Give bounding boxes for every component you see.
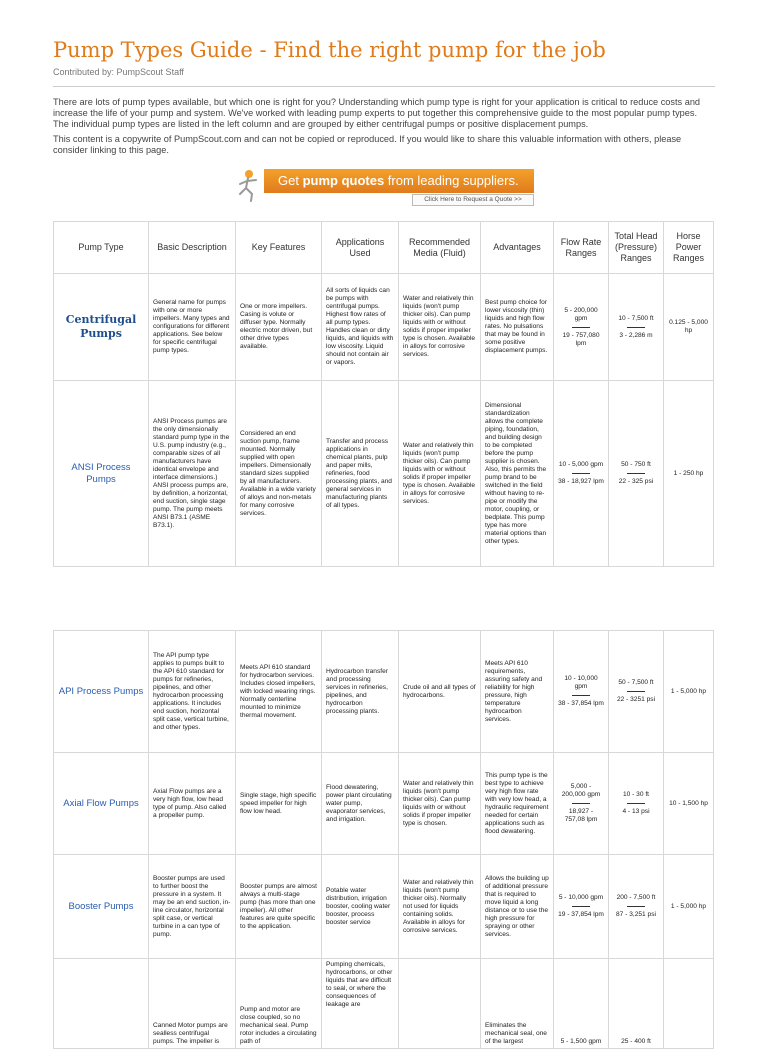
copyright-paragraph: This content is a copywrite of PumpScout.com and can not be copied or reproduced. If you would like to share this valuable information with others, please consider linking to this page. xyxy=(53,134,682,155)
flow-cell xyxy=(554,381,609,567)
applications-cell: Transfer and process applications in chemical plants, pulp and paper mills, refineries, food processing plants, and general services in manufacturing plants of all types. xyxy=(322,381,399,567)
flow-lpm: 38 - 18,927 lpm xyxy=(558,478,604,485)
media-cell xyxy=(399,959,481,1049)
col-flow: Flow Rate Ranges xyxy=(554,222,609,274)
col-head: Total Head (Pressure) Ranges xyxy=(609,222,664,274)
media-cell: Water and relatively thin liquids (won't pump thicker oils). Can pump liquids with or without solids if proper impeller type is chosen. Available in alloys for corrosive services. xyxy=(399,381,481,567)
col-features: Key Features xyxy=(236,222,322,274)
flow-gpm: 10 - 10,000 gpm xyxy=(564,675,598,690)
media-cell: Crude oil and all types of hydrocarbons. xyxy=(399,631,481,753)
running-person-icon xyxy=(234,168,268,204)
flow-cell xyxy=(554,959,609,1049)
col-pump-type: Pump Type xyxy=(54,222,149,274)
applications-cell: Hydrocarbon transfer and processing services in refineries, pipelines, and hydrocarbon processing plants. xyxy=(322,631,399,753)
description-cell: ANSI Process pumps are the only dimensionally standard pump type in the U.S. pump industry (e.g., comparable sizes of all manufacturers have identical envelope and interface dimensions.) ANSI process pumps are, by definition, a horizontal, end suction, single stage pump. The pump meets ANSI B73.1 (ASME B73.1). xyxy=(149,381,236,567)
hp-cell: 1 - 5,000 hp xyxy=(664,631,714,753)
media-cell: Water and relatively thin liquids (won't pump thicker oils). Normally not used for liquids containing solids. Available in alloys for corrosive services. xyxy=(399,855,481,959)
features-cell: One or more impellers. Casing is volute or diffuser type. Normally electric motor driven, but other drive types available. xyxy=(236,274,322,381)
pump-name[interactable]: Booster Pumps xyxy=(54,855,149,959)
hp-cell: 0.125 - 5,000 hp xyxy=(664,274,714,381)
flow-lpm: 19 - 757,080 lpm xyxy=(562,331,600,347)
head-metric: 22 - 325 psi xyxy=(618,478,654,485)
page-title: Pump Types Guide - Find the right pump for the job xyxy=(53,38,606,62)
hp-cell: 1 - 5,000 hp xyxy=(664,855,714,959)
col-media: Recommended Media (Fluid) xyxy=(399,222,481,274)
pump-table-bottom xyxy=(53,630,714,1049)
head-ft: 50 - 750 ft xyxy=(621,461,651,468)
flow-gpm: 5 - 200,000 gpm xyxy=(564,306,598,322)
flow-cell xyxy=(554,631,609,753)
features-cell: Pump and motor are close coupled, so no mechanical seal. Pump rotor includes a circulating path of xyxy=(236,959,322,1049)
col-applications: Applications Used xyxy=(322,222,399,274)
quote-banner-button[interactable] xyxy=(264,169,534,193)
banner-prefix: Get xyxy=(278,173,303,188)
head-ft: 10 - 7,500 ft xyxy=(618,314,654,322)
flow-cell xyxy=(554,753,609,855)
head-ft: 200 - 7,500 ft xyxy=(616,894,656,901)
head-cell xyxy=(609,631,664,753)
head-metric: 4 - 13 psi xyxy=(622,808,650,815)
flow-cell xyxy=(554,855,609,959)
flow-gpm: 5,000 - 200,000 gpm xyxy=(561,783,601,798)
features-cell: Considered an end suction pump, frame mounted. Normally supplied with open impellers. Dimensionally standard sizes supplied by all manufacturers. Available in a wide variety of alloys and non-metals for many corrosive services. xyxy=(236,381,322,567)
quote-banner[interactable] xyxy=(234,168,534,204)
table-row xyxy=(54,631,714,753)
applications-cell: Flood dewatering, power plant circulating water pump, evaporator services, and irrigation. xyxy=(322,753,399,855)
pump-name[interactable]: API Process Pumps xyxy=(54,631,149,753)
table-row xyxy=(54,959,714,1049)
head-cell xyxy=(609,855,664,959)
request-quote-link[interactable]: Click Here to Request a Quote >> xyxy=(412,194,534,206)
pump-name[interactable]: ANSI Process Pumps xyxy=(54,381,149,567)
head-metric: 22 - 3251 psi xyxy=(616,696,656,703)
divider xyxy=(53,86,715,87)
description-cell: The API pump type applies to pumps built to the API 610 standard for pumps for refineries, pipelines, and other hydrocarbon processing applications. It includes end suction, horizontal split case, vertical turbine, and other types. xyxy=(149,631,236,753)
table-row xyxy=(54,855,714,959)
flow-lpm: 38 - 37,854 lpm xyxy=(558,700,604,707)
pump-name[interactable]: Axial Flow Pumps xyxy=(54,753,149,855)
features-cell: Booster pumps are almost always a multi-stage pump (has more than one impeller). All other features are quite specific to the application. xyxy=(236,855,322,959)
head-cell xyxy=(609,274,664,381)
header-row xyxy=(54,222,714,274)
intro-text xyxy=(53,97,713,160)
description-cell: Canned Motor pumps are sealless centrifugal pumps. The impeller is xyxy=(149,959,236,1049)
col-hp: Horse Power Ranges xyxy=(664,222,714,274)
table-row xyxy=(54,274,714,381)
description-cell: General name for pumps with one or more impellers. Many types and configurations for different applications. See below for specific centrifugal pump types. xyxy=(149,274,236,381)
applications-cell: All sorts of liquids can be pumps with centrifugal pumps. Highest flow rates of all pump types. Handles clean or dirty liquids, and liquids with low viscosity. Liquid should not contain air or vapors. xyxy=(322,274,399,381)
head-metric: 3 - 2,286 m xyxy=(619,331,653,339)
contributor-line: Contributed by: PumpScout Staff xyxy=(53,67,184,77)
media-cell: Water and relatively thin liquids (won't pump thicker oils). Can pump liquids with or without solids if proper impeller type is chosen. Available in alloys for corrosive services. xyxy=(399,274,481,381)
advantages-cell: Best pump choice for lower viscosity (thin) liquids and high flow rates. No pulsations that may be found in some positive displacement pumps. xyxy=(481,274,554,381)
col-description: Basic Description xyxy=(149,222,236,274)
advantages-cell: Dimensional standardization allows the complete piping, foundation, and building design to be completed before the pump supplier is chosen. Also, this permits the pump brand to be switched in the field without having to re-pipe or modify the motor, coupling, or bedplate. This pump type has more material options than other types. xyxy=(481,381,554,567)
features-cell: Meets API 610 standard for hydrocarbon services. Includes closed impellers, with locked wearing rings. Normally centerline mounted to minimize thermal movement. xyxy=(236,631,322,753)
head-ft: 50 - 7,500 ft xyxy=(618,679,654,686)
head-cell xyxy=(609,753,664,855)
flow-gpm: 5 - 1,500 gpm xyxy=(560,1038,602,1045)
banner-bold: pump quotes xyxy=(302,173,385,188)
head-cell xyxy=(609,381,664,567)
flow-cell xyxy=(554,274,609,381)
pump-table-top xyxy=(53,221,714,567)
hp-cell xyxy=(664,959,714,1049)
head-ft: 25 - 400 ft xyxy=(621,1038,651,1045)
applications-cell: Pumping chemicals, hydrocarbons, or other liquids that are difficult to seal, or where the consequences of leakage are xyxy=(322,959,399,1049)
col-advantages: Advantages xyxy=(481,222,554,274)
intro-paragraph: There are lots of pump types available, but which one is right for you? Understanding which pump type is right for your application is critical to reduce costs and increase the life of your pump and system. We've worked with leading pump experts to put together this comprehensive guide to the most popular pump types. The individual pump types are listed in the left column and are grouped by either centrifugal pumps or positive displacement pumps. xyxy=(53,97,701,129)
flow-lpm: 19 - 37,854 lpm xyxy=(558,911,604,918)
description-cell: Axial Flow pumps are a very high flow, low head type of pump. Also called a propeller pump. xyxy=(149,753,236,855)
description-cell: Booster pumps are used to further boost the pressure in a system. It may be an end suction, in-line circulator, horizontal split case, or vertical turbine in a can type of pump. xyxy=(149,855,236,959)
table-row xyxy=(54,381,714,567)
applications-cell: Potable water distribution, irrigation booster, cooling water booster, process booster service xyxy=(322,855,399,959)
head-metric: 87 - 3,251 psi xyxy=(616,911,656,918)
banner-suffix: from leading suppliers. xyxy=(384,173,519,188)
table-row xyxy=(54,753,714,855)
head-cell xyxy=(609,959,664,1049)
pump-name[interactable]: Centrifugal Pumps xyxy=(54,274,149,381)
flow-gpm: 10 - 5,000 gpm xyxy=(558,461,604,468)
flow-gpm: 5 - 10,000 gpm xyxy=(558,894,604,901)
hp-cell: 1 - 250 hp xyxy=(664,381,714,567)
advantages-cell: This pump type is the best type to achieve very high flow rate with very low head, a hydraulic requirement needed for certain applications such as flood dewatering. xyxy=(481,753,554,855)
features-cell: Single stage, high specific speed impeller for high flow low head. xyxy=(236,753,322,855)
media-cell: Water and relatively thin liquids (won't pump thicker oils). Can pump liquids with or without solids if proper impeller type is chosen. xyxy=(399,753,481,855)
hp-cell: 10 - 1,500 hp xyxy=(664,753,714,855)
advantages-cell: Eliminates the mechanical seal, one of the largest xyxy=(481,959,554,1049)
advantages-cell: Allows the building up of additional pressure that is required to move liquid a long distance or to use the high pressure for spraying or other services. xyxy=(481,855,554,959)
head-ft: 10 - 30 ft xyxy=(622,791,650,798)
flow-lpm: 18,927 - 757,08 lpm xyxy=(564,808,598,823)
pump-name[interactable] xyxy=(54,959,149,1049)
advantages-cell: Meets API 610 requirements, assuring safety and reliability for high pressure, high temperature hydrocarbon services. xyxy=(481,631,554,753)
